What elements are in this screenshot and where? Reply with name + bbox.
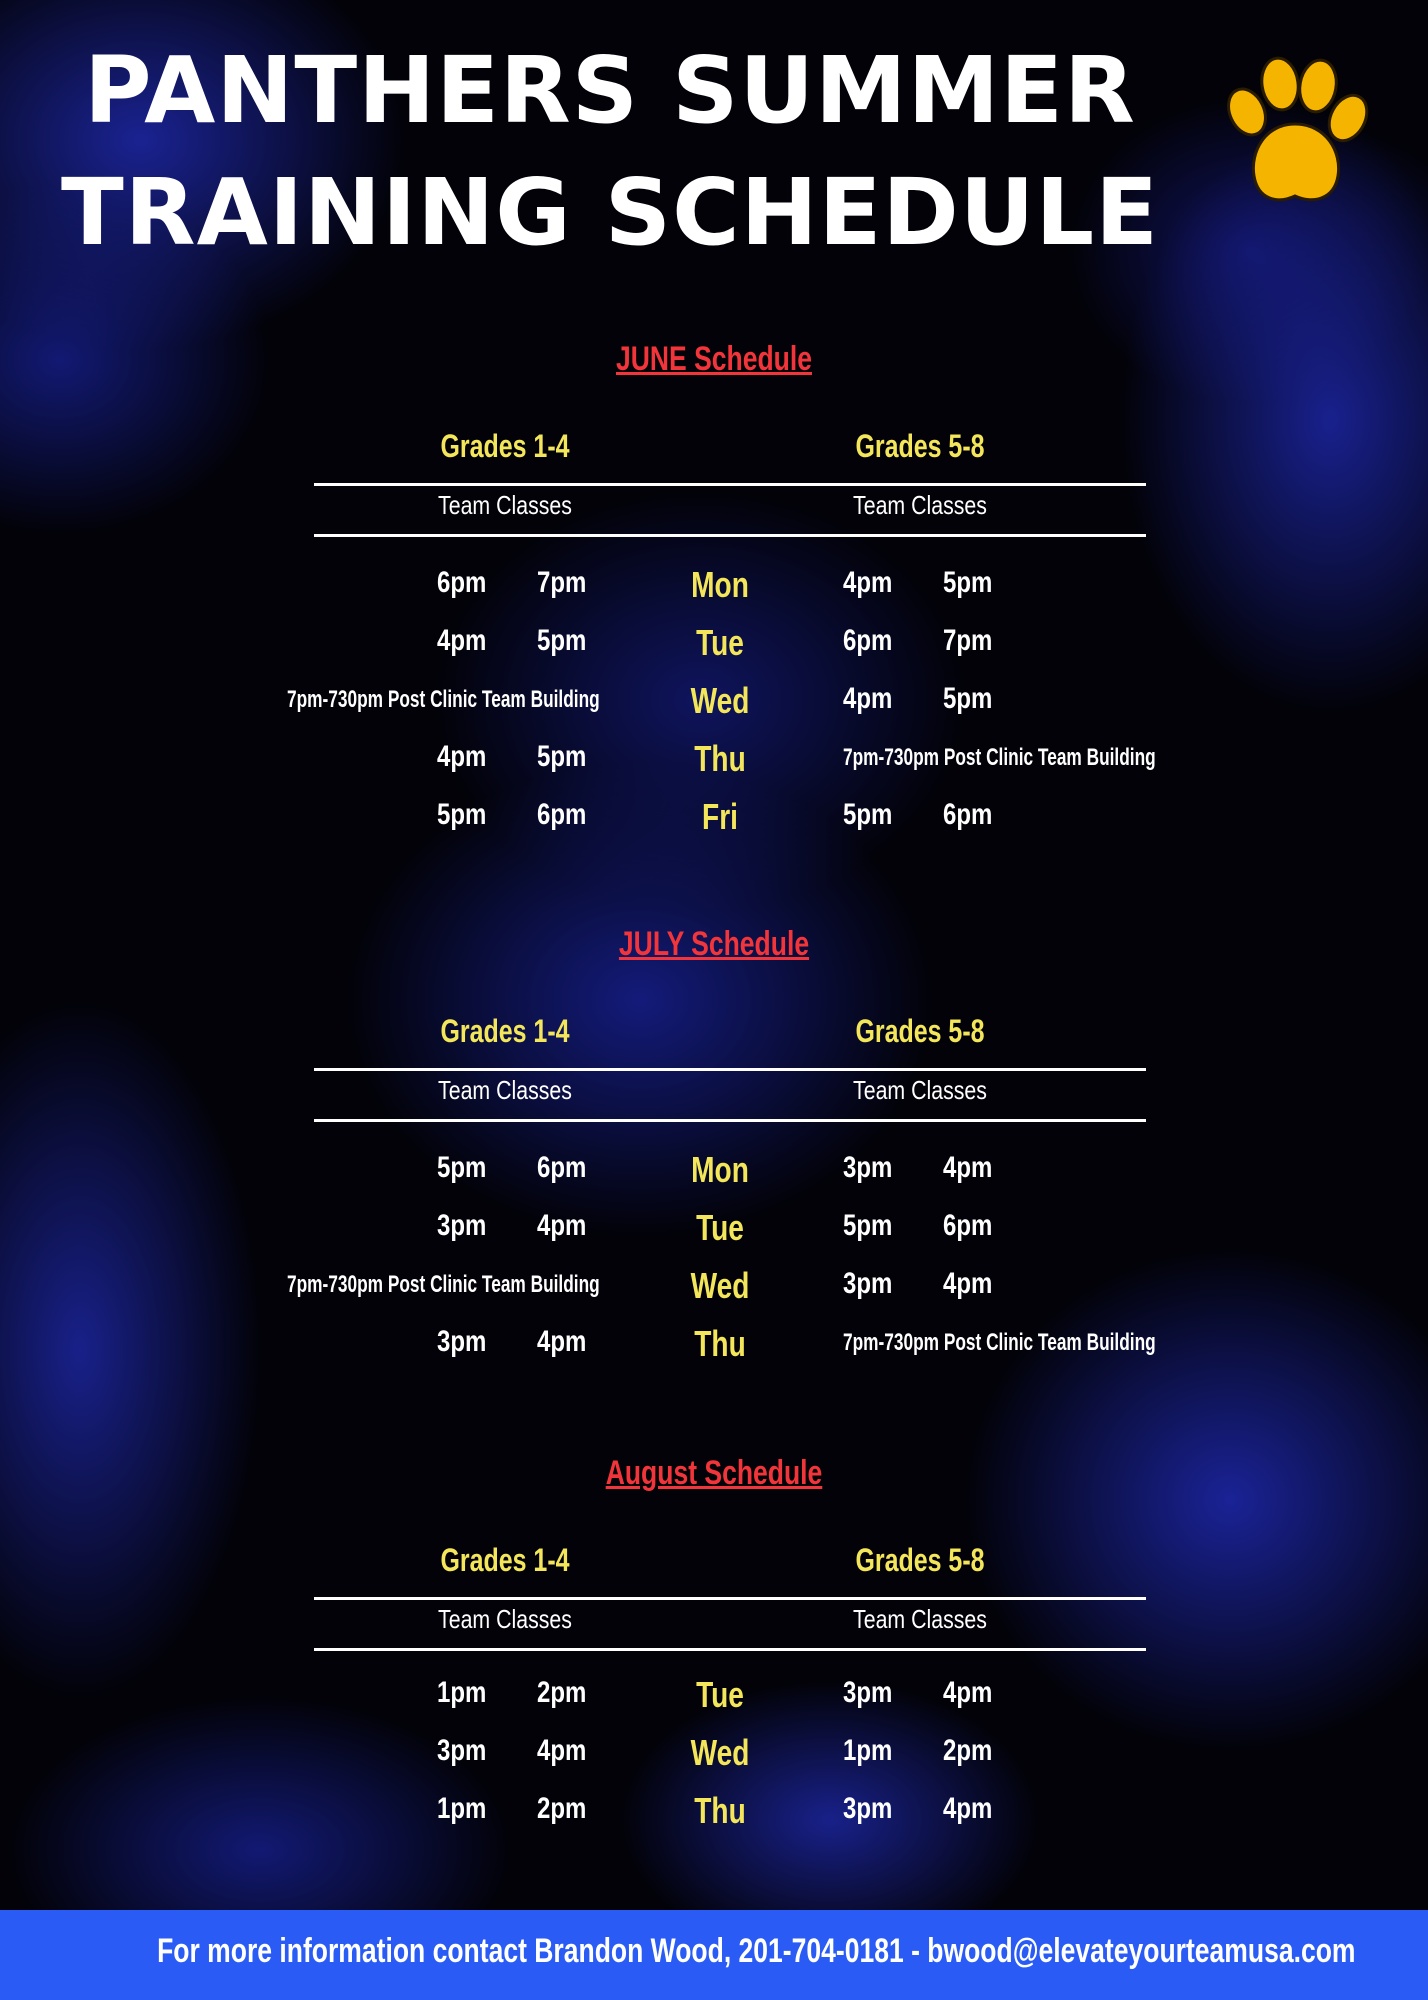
july-grades-5-8: Grades 5-8 xyxy=(855,1013,985,1049)
august-team-classes-left: Team Classes xyxy=(438,1604,572,1634)
time-end: 2pm xyxy=(537,1792,587,1825)
time-start: 3pm xyxy=(843,1676,893,1709)
day-label: Thu xyxy=(694,1323,746,1364)
august-grades-5-8: Grades 5-8 xyxy=(855,1542,985,1578)
august-row-wed xyxy=(0,1734,1428,1784)
time-end: 4pm xyxy=(943,1792,993,1825)
time-end: 4pm xyxy=(943,1676,993,1709)
august-row-tue xyxy=(0,1676,1428,1726)
time-end: 4pm xyxy=(943,1151,993,1184)
post-clinic-note: 7pm-730pm Post Clinic Team Building xyxy=(287,686,600,713)
july-team-classes-right: Team Classes xyxy=(853,1075,987,1105)
august-heading: August Schedule xyxy=(605,1454,823,1492)
divider xyxy=(314,483,1146,486)
title-line-1: PANTHERS SUMMER xyxy=(84,37,1136,144)
time-end: 7pm xyxy=(537,566,587,599)
june-heading: JUNE Schedule xyxy=(615,340,813,378)
day-label: Wed xyxy=(690,680,750,721)
june-row-thu xyxy=(0,740,1428,790)
day-label: Tue xyxy=(696,622,744,663)
june-team-classes-left: Team Classes xyxy=(438,490,572,520)
time-end: 4pm xyxy=(537,1734,587,1767)
august-grades-1-4: Grades 1-4 xyxy=(440,1542,570,1578)
day-label: Wed xyxy=(690,1732,750,1773)
time-start: 5pm xyxy=(437,798,487,831)
post-clinic-note: 7pm-730pm Post Clinic Team Building xyxy=(843,1329,1156,1356)
divider xyxy=(314,1648,1146,1651)
time-end: 6pm xyxy=(537,1151,587,1184)
august-row-thu xyxy=(0,1792,1428,1842)
time-end: 6pm xyxy=(943,798,993,831)
time-end: 2pm xyxy=(943,1734,993,1767)
time-end: 7pm xyxy=(943,624,993,657)
june-grades-1-4: Grades 1-4 xyxy=(440,428,570,464)
july-team-classes-left: Team Classes xyxy=(438,1075,572,1105)
time-end: 5pm xyxy=(537,740,587,773)
july-row-thu xyxy=(0,1325,1428,1375)
divider xyxy=(314,1068,1146,1071)
contact-info: For more information contact Brandon Wood, 201-704-0181 - bwood@elevateyourteamusa.com xyxy=(157,1932,1356,1970)
june-row-fri xyxy=(0,798,1428,848)
day-label: Fri xyxy=(702,796,738,837)
divider xyxy=(314,1119,1146,1122)
time-end: 2pm xyxy=(537,1676,587,1709)
paw-print-icon xyxy=(1210,52,1380,222)
time-end: 5pm xyxy=(943,566,993,599)
time-start: 5pm xyxy=(843,798,893,831)
divider xyxy=(314,1597,1146,1600)
post-clinic-note: 7pm-730pm Post Clinic Team Building xyxy=(843,744,1156,771)
june-row-wed xyxy=(0,682,1428,732)
title-line-2: TRAINING SCHEDULE xyxy=(61,159,1159,266)
june-row-mon xyxy=(0,566,1428,616)
time-start: 5pm xyxy=(843,1209,893,1242)
time-start: 1pm xyxy=(437,1792,487,1825)
time-end: 4pm xyxy=(537,1325,587,1358)
post-clinic-note: 7pm-730pm Post Clinic Team Building xyxy=(287,1271,600,1298)
time-end: 5pm xyxy=(537,624,587,657)
divider xyxy=(314,534,1146,537)
time-start: 3pm xyxy=(437,1734,487,1767)
page-title xyxy=(60,30,1160,274)
july-grades-1-4: Grades 1-4 xyxy=(440,1013,570,1049)
time-start: 4pm xyxy=(843,566,893,599)
day-label: Thu xyxy=(694,1790,746,1831)
time-start: 4pm xyxy=(843,682,893,715)
time-start: 3pm xyxy=(843,1267,893,1300)
time-start: 3pm xyxy=(843,1792,893,1825)
june-team-classes-right: Team Classes xyxy=(853,490,987,520)
day-label: Tue xyxy=(696,1207,744,1248)
day-label: Thu xyxy=(694,738,746,779)
july-row-mon xyxy=(0,1151,1428,1201)
time-start: 4pm xyxy=(437,624,487,657)
time-start: 6pm xyxy=(437,566,487,599)
time-start: 1pm xyxy=(843,1734,893,1767)
time-start: 3pm xyxy=(843,1151,893,1184)
time-end: 6pm xyxy=(943,1209,993,1242)
time-end: 6pm xyxy=(537,798,587,831)
july-heading: JULY Schedule xyxy=(618,925,810,963)
day-label: Tue xyxy=(696,1674,744,1715)
june-row-tue xyxy=(0,624,1428,674)
july-row-wed xyxy=(0,1267,1428,1317)
june-grades-5-8: Grades 5-8 xyxy=(855,428,985,464)
day-label: Wed xyxy=(690,1265,750,1306)
time-start: 3pm xyxy=(437,1325,487,1358)
time-end: 4pm xyxy=(537,1209,587,1242)
time-end: 5pm xyxy=(943,682,993,715)
time-start: 5pm xyxy=(437,1151,487,1184)
august-team-classes-right: Team Classes xyxy=(853,1604,987,1634)
time-start: 4pm xyxy=(437,740,487,773)
day-label: Mon xyxy=(691,1149,749,1190)
contact-footer xyxy=(0,1910,1428,2000)
time-start: 6pm xyxy=(843,624,893,657)
day-label: Mon xyxy=(691,564,749,605)
time-start: 1pm xyxy=(437,1676,487,1709)
time-start: 3pm xyxy=(437,1209,487,1242)
time-end: 4pm xyxy=(943,1267,993,1300)
july-row-tue xyxy=(0,1209,1428,1259)
